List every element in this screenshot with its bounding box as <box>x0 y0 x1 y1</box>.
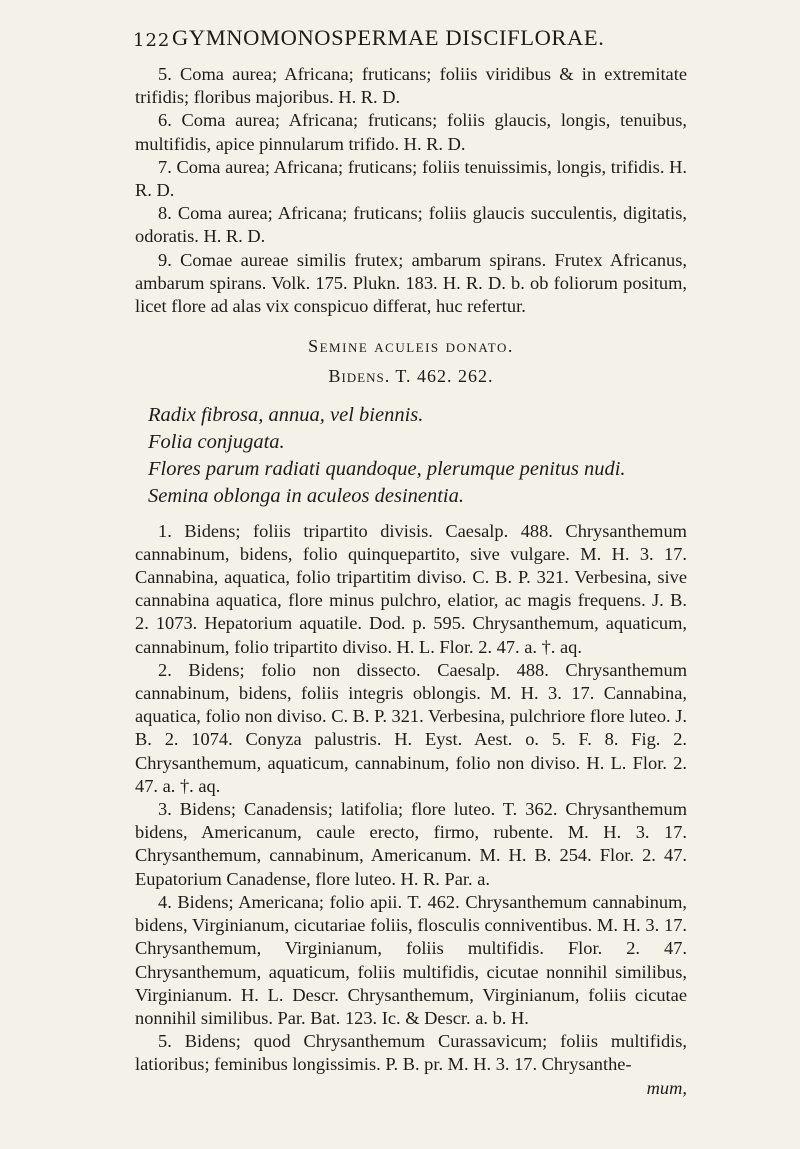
genus-character: Radix fibrosa, annua, vel biennis. <box>148 403 424 426</box>
running-title: GYMNOMONOSPERMAE DISCIFLORAE. <box>172 25 605 50</box>
page-number: 122 <box>133 30 171 51</box>
genus-character: Semina oblonga in aculeos desinentia. <box>148 484 464 507</box>
species-entry: 2. Bidens; folio non dissecto. Caesalp. 488. Chrysanthemum cannabinum, bidens, foliis integris oblongis. M. H. 3. 17. Cannabina, aquatica, folio non diviso. C. B. P. 321. Verbesina, pulchriore flore luteo. J. B. 2. 1074. Conyza palustris. H. Eyst. Aest. o. 5. F. 8. Fig. 2. Chrysanthemum, aquaticum, cannabinum, folio non diviso. H. L. Flor. 2. 47. a. †. aq. <box>135 659 687 796</box>
species-entry: 4. Bidens; Americana; folio apii. T. 462. Chrysanthemum cannabinum, bidens, Virginianum, cicutariae foliis, flosculis conniventibus. M. H. 3. 17. Chrysanthemum, Virginianum, foliis multifidis. Flor. 2. 47. Chrysanthemum, aquaticum, foliis multifidis, cicutae nonnihil similibus, Virginianum. H. L. Descr. Chrysanthemum, Virginianum, foliis cicutae nonnihil similibus. Par. Bat. 123. Ic. & Descr. a. b. H. <box>135 891 687 1028</box>
species-entry: 7. Coma aurea; Africana; fruticans; foliis tenuissimis, longis, trifidis. H. R. D. <box>135 156 687 201</box>
catchword: mum, <box>646 1077 687 1098</box>
species-entry: 1. Bidens; foliis tripartito divisis. Caesalp. 488. Chrysanthemum cannabinum, bidens, folio quinquepartito, sive vulgare. M. H. 3. 17. Cannabina, aquatica, folio tripartitim diviso. C. B. P. 321. Verbesina, sive cannabina aquatica, flore minus pulchro, elatior, ac magis frequens. J. B. 2. 1073. Hepatorium aquatile. Dod. p. 595. Chrysanthemum, aquaticum, cannabinum, folio tripartito diviso. H. L. Flor. 2. 47. a. †. aq. <box>135 520 687 657</box>
section-heading: Semine aculeis donato. <box>308 336 514 357</box>
genus-character: Folia conjugata. <box>148 430 285 453</box>
species-entry: 3. Bidens; Canadensis; latifolia; flore luteo. T. 362. Chrysanthemum bidens, Americanum, caule erecto, firmo, rubente. M. H. 3. 17. Chrysanthemum, cannabinum, Americanum. M. H. B. 254. Flor. 2. 47. Eupatorium Canadense, flore luteo. H. R. Par. a. <box>135 799 687 889</box>
genus-line: Bidens. T. 462. 262. <box>328 366 494 387</box>
species-entry: 5. Coma aurea; Africana; fruticans; foliis viridibus & in extremitate trifidis; floribus majoribus. H. R. D. <box>135 64 687 108</box>
species-entry: 6. Coma aurea; Africana; fruticans; foliis glaucis, longis, tenuibus, multifidis, apice pinnularum trifido. H. R. D. <box>135 110 687 154</box>
body-text <box>135 63 687 1100</box>
species-entry: 9. Comae aureae similis frutex; ambarum spirans. Frutex Africanus, ambarum spirans. Volk. 175. Plukn. 183. H. R. D. b. ob foliorum positum, licet flore ad alas vix conspicuo differat, huc refertur. <box>135 249 687 317</box>
page-header <box>0 22 800 62</box>
species-entry: 5. Bidens; quod Chrysanthemum Curassavicum; foliis multifidis, latioribus; feminibus longissimis. P. B. pr. M. H. 3. 17. Chrysanthe- <box>135 1031 687 1075</box>
species-entry: 8. Coma aurea; Africana; fruticans; foliis glaucis succulentis, digitatis, odoratis. H. R. D. <box>135 203 687 247</box>
genus-character: Flores parum radiati quandoque, plerumque penitus nudi. <box>148 457 626 480</box>
